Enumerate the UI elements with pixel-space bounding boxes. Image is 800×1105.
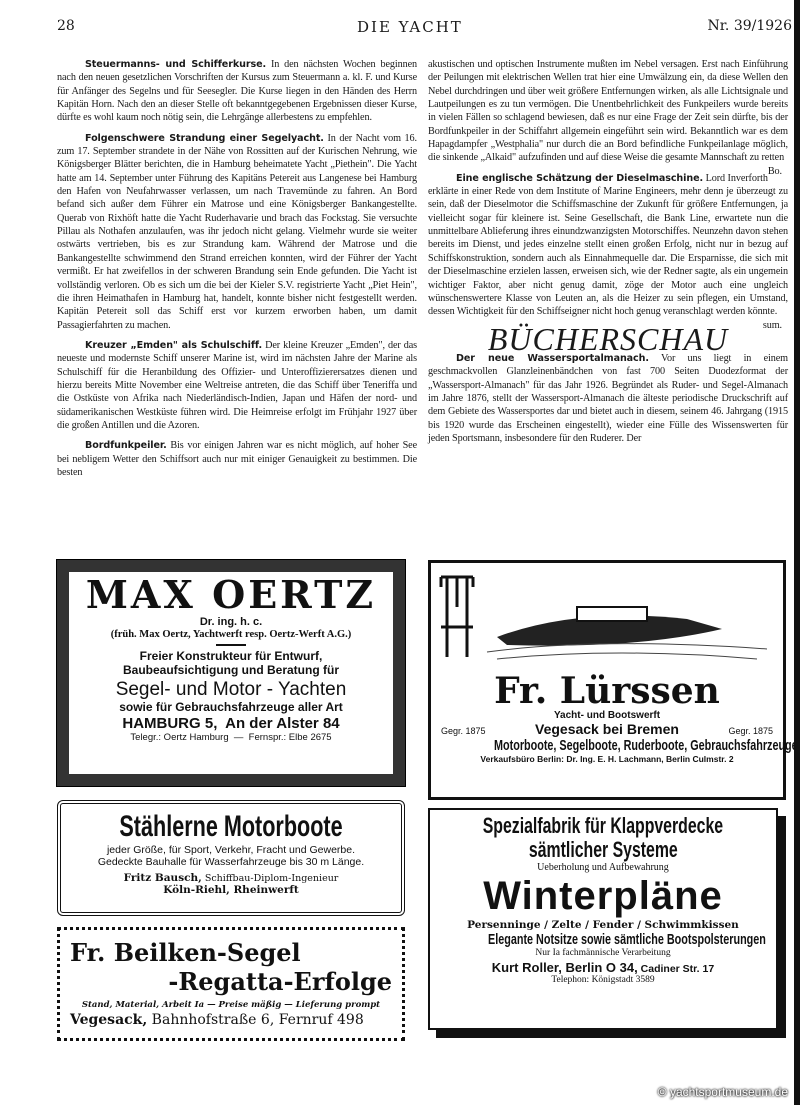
ad-title: Winterpläne: [483, 874, 723, 918]
ad-title: sämtlicher Systeme: [528, 837, 678, 862]
article-text: Lord Inverforth erklärte in einer Rede von dem Institute of Marine Engineers, mehr denn je überzeugt zu sein, daß der Dieselmotor die Schiffsmaschine der Zukunft für größere Entfernungen, ja vielleicht sogar für kleinere ist. Seine Gesellschaft, die Bank Line, erwartete nun die unmittelbare Ablieferung ihres einundzwanzigsten Motorschiffes. Neunzehn davon stehen bereits im Dienst, und jedes einzelne stellt einen großen Erfolg, nicht nur in bezug auf Schiffskonstruktion, sondern auch als Einnahmequelle dar. Die Ersparnisse, die sich mit der Dieselmaschine erzielen lassen, erweisen sich, wie der Redner sagte, als ein ungemein wichtiger Faktor, aber nicht genug damit, zöge der Motor auch eine ungleich wünschenswertere Klasse von Leuten an, als die Heizer zu sein pflegen, ein Umstand, dessen Wichtigkeit für den Schiffseigner nicht hoch genug veranschlagt werden könnte.: [428, 172, 788, 318]
ad-text: (früh. Max Oertz, Yachtwerft resp. Oertz-Werft A.G.): [110, 628, 352, 640]
ad-text: Vegesack,: [70, 1012, 148, 1028]
ad-kurt-roller: [428, 808, 778, 1030]
ad-address: Vegesack bei Bremen: [535, 721, 679, 737]
ad-address: Köln-Riehl, Rheinwerft: [163, 884, 299, 896]
left-column: [57, 58, 417, 486]
ad-text: Elegante Notsitze sowie sämtliche Bootspolsterungen: [488, 931, 766, 948]
scan-edge: [794, 0, 800, 1105]
ad-title: Spezialfabrik für Klappverdecke: [482, 813, 724, 838]
article-continuation: [428, 58, 788, 177]
article-heading: Eine englische Schätzung der Dieselmaschine.: [456, 172, 704, 184]
ad-text: Motorboote, Segelboote, Ruderboote, Gebrauchsfahrzeuge: [494, 737, 798, 754]
ad-fritz-bausch: [57, 800, 405, 916]
article: [428, 352, 788, 445]
ad-title: MAX OERTZ: [85, 572, 377, 617]
ad-text: Fritz Bausch,: [123, 872, 202, 884]
ad-contact: Telephon: Königstadt 3589: [551, 975, 655, 985]
article: [57, 439, 417, 479]
ad-text: Gedeckte Bauhalle für Wasserfahrzeuge bis 30 m Länge.: [97, 856, 365, 868]
article-text: akustischen und optischen Instrumente mußten im Nebel versagen. Erst nach Einführung der Peilungen mit elektrischen Wellen trat hier eine Umwälzung ein, da diese Wellen den Nebel durchdringen und über weit größere Entfernungen wirken, als alle Lichtsignale und Lautpeilungen es zu tun vermögen. Die Unentbehrlichkeit des Funkpeilers wurde bereits in vielen Fällen so schlagend bewiesen, daß es nur eine Frage der Zeit sein dürfte, bis der Bordfunkpeiler in der Schiffahrt allgemein eingeführt sein wird. Bekanntlich war es dem Hapagdampfer „Westphalia" nur durch die an Bord befindliche Funkpeilanlage möglich, die sinkende „Alkaid" aufzufinden und auf diese Weise die gesamte Mannschaft zu retten: [428, 59, 788, 164]
article-heading: Kreuzer „Emden" als Schulschiff.: [85, 339, 263, 351]
ad-max-oertz: [57, 560, 405, 786]
ad-text: Persenninge / Zelte / Fender / Schwimmkissen: [467, 919, 739, 931]
ad-contact: Verkaufsbüro Berlin: Dr. Ing. E. H. Lachmann, Berlin Culmstr. 2: [480, 754, 734, 764]
watermark: © yachtsportmuseum.de: [657, 1085, 788, 1099]
author-signature: sum.: [762, 319, 782, 331]
ad-contact: Telegr.: Oertz Hamburg — Fernspr.: Elbe 2675: [130, 731, 332, 743]
article-text: Der kleine Kreuzer „Emden", der das neueste und modernste Schiff unserer Marine ist, wird im nächsten Jahre der Marine als Schulschiff für die Heranbildung des Offizier- und Unteroffizierersatzes dienen und hierzu bereits Mitte November eine Weltreise antreten, die das Schiff über Teneriffa und die Ostküste von Afrika nach Niederländisch-Indien, Japan und Häfen der nord- und südamerikanischen Westküste führen wird. Die Heimreise erfolgt im Frühjahr 1927 über die großen Antillen und die Azoren.: [57, 339, 417, 431]
article: [57, 339, 417, 432]
ad-beilken: [57, 927, 405, 1041]
issue-number: Nr. 39/1926: [707, 18, 792, 34]
ad-address: Kurt Roller, Berlin O 34,: [491, 960, 638, 975]
ad-title: Stählerne Motorboote: [119, 810, 343, 843]
ad-text: Gegr. 1875: [441, 726, 486, 736]
ad-text: Nur Ia fachmännische Verarbeitung: [535, 948, 671, 958]
ad-text: sowie für Gebrauchsfahrzeuge aller Art: [119, 699, 343, 714]
ad-text: Yacht- und Bootswerft: [553, 710, 661, 721]
ad-text: Dr. ing. h. c.: [199, 616, 263, 628]
magazine-title: DIE YACHT: [357, 18, 463, 36]
ad-title: -Regatta-Erfolge: [168, 967, 392, 996]
ad-address: HAMBURG 5, An der Alster 84: [122, 715, 340, 733]
author-signature: Bo.: [767, 165, 782, 177]
page-header: [57, 18, 792, 38]
article-text: In der Nacht vom 16. zum 17. September strandete in der Nähe von Rossitten auf der Kurischen Nehrung, wie Königsberger Blätter berichten, die in Hamburg beheimatete Yacht „Piethein". Die Yacht hatte am 14. September unter Führung des Kapitäns Petereit aus Langenese bei Hamburg den Hafen von Neufahrwasser verlassen, um nach Travemünde zu fahren. An Bord befand sich außer dem Führer ein Matrose und eine Königsberger Bankangestellte. Querab von Rixhöft hatte die Yacht Ruderhavarie und brach das Fockstag. Sie versuchte Pillau als Nothafen anzulaufen, was ihr jedoch nicht gelang. Vielmehr wurde sie weiter ostwärts vertrieben, bis es zur Strandung kam. Während der Matrose und die Bankangestellte schwimmend den Strand erreichen konnten, wird der Führer der Yacht vermißt. Er hat zweifellos in der schweren Brandung sein Ende gefunden. Die Yacht ist vollständig verloren. Ob es sich um die bei der Kieler S.V. registrierte Yacht „Piet Hein", die ihren Heimathafen in Hamburg hat, handelt, konnte bisher nicht festgestellt werden. Kapitän Petereit soll das Schiff erst vor kurzem erworben haben, um damit Passagierfahrten zu machen.: [57, 132, 417, 331]
ad-luerssen: [428, 560, 798, 800]
ad-title: Fr. Lürssen: [494, 670, 720, 712]
section-heading: BÜCHERSCHAU: [487, 320, 729, 357]
article-text: Vor uns liegt in einem geschmackvollen Glanzleinenbändchen von fast 700 Seiten Duodezformat der „Wassersport-Almanach" für das Jahr 1926. Begründet als Ruder- und Segel-Almanach im Jahre 1876, stellt der Wassersport-Almanach die älteste periodische Druckschrift auf dem Gebiete des Wassersportes dar und bietet auch in diesem, seinem 46. Jahrgang (1915 bis 1920 wurde das Erscheinen eingestellt), wieder eine Fülle des Wissenswerten für jeden Sportsmann, insbesondere für den Ruderer. Der: [428, 352, 788, 444]
article-text: In den nächsten Wochen beginnen nach den neuen gesetzlichen Vorschriften der Kursus zum Steuermann a. kl. F. und Kurse für Anfänger des Segelns und für Seesegler. Die Kurse liegen in den Händen des Herrn Kapitän Horn. Nach den an dieser Stelle oft bekanntgegebenen Ergebnissen dieser Kurse, dürfte es wohl kaum noch nötig sein, die Lehrgänge allerbestens zu empfehlen.: [57, 59, 417, 124]
article-heading: Folgenschwere Strandung einer Segelyacht.: [85, 132, 324, 144]
trident-logo-icon: [441, 577, 473, 657]
ad-address: Cadiner Str. 17: [637, 963, 715, 975]
article: [57, 58, 417, 125]
ad-text: Schiffbau-Diplom-Ingenieur: [201, 873, 339, 884]
ad-title: Fr. Beilken-Segel: [70, 938, 301, 967]
right-column: [428, 58, 788, 452]
ad-text: Ueberholung und Aufbewahrung: [537, 862, 669, 873]
article-text: Bis vor einigen Jahren war es nicht möglich, auf hoher See bei nebligem Wetter den Schiffsort auch nur mit einiger Genauigkeit zu bestimmen. Die besten: [57, 440, 417, 478]
ad-text: Segel- und Motor - Yachten: [115, 678, 347, 700]
ad-text: Stand, Material, Arbeit Ia — Preise mäßig — Lieferung prompt: [81, 1000, 381, 1010]
article: [428, 172, 788, 331]
page-number: 28: [57, 18, 75, 34]
ad-text: Freier Konstrukteur für Entwurf, Baubeaufsichtigung und Beratung für: [123, 648, 339, 677]
motorboat-illustration: [437, 567, 777, 667]
article-heading: Bordfunkpeiler.: [85, 440, 167, 452]
article-heading: Steuermanns- und Schifferkurse.: [85, 59, 267, 70]
ad-text: jeder Größe, für Sport, Verkehr, Fracht und Gewerbe.: [106, 844, 356, 856]
article-heading: Der neue Wassersportalmanach.: [456, 352, 649, 364]
ad-address: Bahnhofstraße 6, Fernruf 498: [147, 1012, 364, 1028]
article: [57, 132, 417, 332]
ad-text: Gegr. 1875: [728, 726, 773, 736]
